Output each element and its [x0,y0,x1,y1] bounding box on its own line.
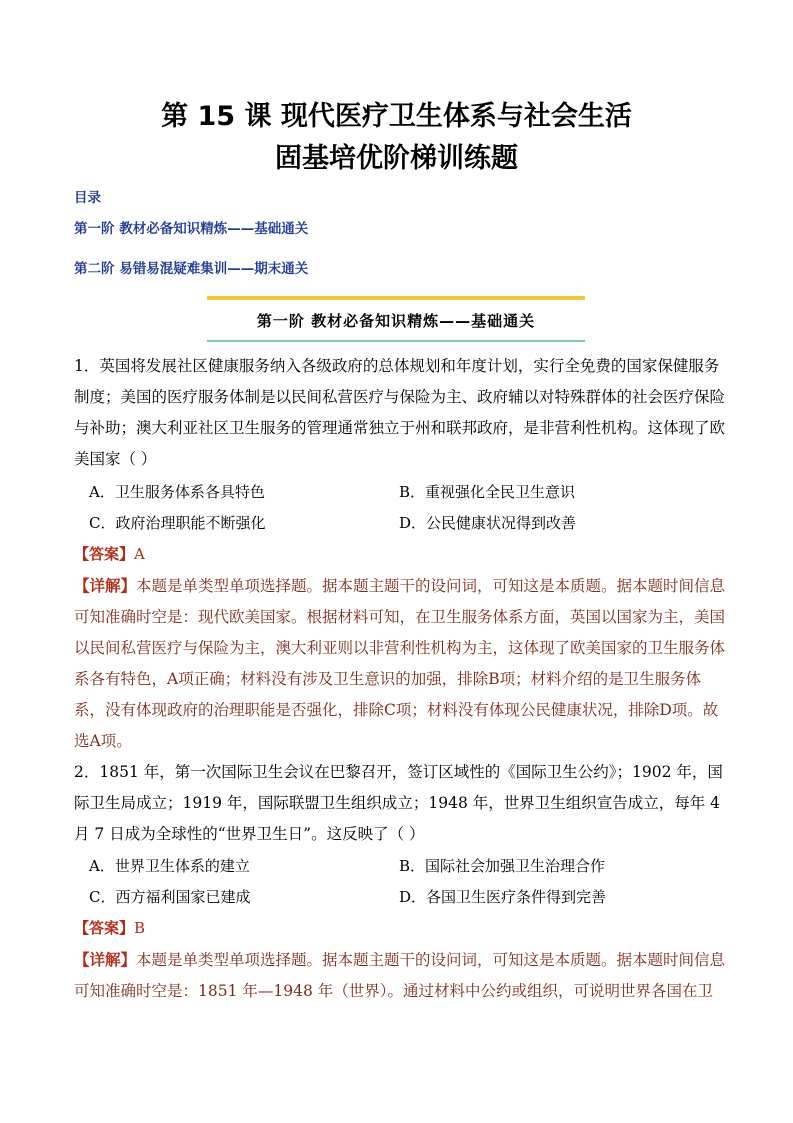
section-bottom-rule [207,340,585,342]
question-1-option-b: B．重视强化全民卫生意识 [399,483,576,501]
section-title: 第一阶 教材必备知识精炼——基础通关 [256,312,536,330]
toc-heading: 目录 [74,190,101,206]
question-1-answer [74,544,145,564]
section-top-rule [207,296,585,300]
question-2-option-d: D．各国卫生医疗条件得到完善 [399,888,607,906]
detail-tag: 【详解】 [74,576,137,595]
answer-value: A [134,545,145,563]
question-2-answer [74,918,145,938]
question-1-option-c: C．政府治理职能不断强化 [89,514,266,532]
question-1-stem: 1．英国将发展社区健康服务纳入各级政府的总体规划和年度计划，实行全免费的国家保健服务制度；美国的医疗服务体制是以民间私营医疗与保险为主、政府辅以对特殊群体的社会医疗保险与补助；澳大利亚社区卫生服务的管理通常独立于州和联邦政府，是非营利性机构。这体现了欧美国家（ ） [74,357,726,468]
detail-text: 本题是单类型单项选择题。据本题主题干的设问词，可知这是本质题。据本题时间信息可知准确时空是：1851 年—1948 年（世界）。通过材料中公约或组织，可说明世界各国在卫 [74,951,726,1000]
question-1-option-d: D．公民健康状况得到改善 [399,514,577,532]
toc-item-level-1[interactable]: 第一阶 教材必备知识精炼——基础通关 [74,221,309,237]
question-2-option-c: C．西方福利国家已建成 [89,888,251,906]
answer-value: B [134,919,146,937]
section-header [207,296,585,342]
question-2-option-a: A．世界卫生体系的建立 [89,857,250,875]
toc-item-level-2[interactable]: 第二阶 易错易混疑难集训——期末通关 [74,261,309,277]
page-title: 第 15 课 现代医疗卫生体系与社会生活 [161,101,632,132]
answer-tag: 【答案】 [74,545,135,563]
detail-text: 本题是单类型单项选择题。据本题主题干的设问词，可知这是本质题。据本题时间信息可知准确时空是：现代欧美国家。根据材料可知，在卫生服务体系方面，英国以国家为主，美国以民间私营医疗与保险为主，澳大利亚则以非营利性机构为主，这体现了欧美国家的卫生服务体系各有特色，A项正确；材料没有涉及卫生意识的加强，排除B项；材料介绍的是卫生服务体系，没有体现政府的治理职能是否强化，排除C项；材料没有体现公民健康状况，排除D项。故选A项。 [74,577,726,750]
question-2-option-b: B．国际社会加强卫生治理合作 [399,857,606,875]
answer-tag: 【答案】 [74,919,135,937]
question-1-option-a: A．卫生服务体系各具特色 [89,483,265,501]
question-2-stem: 2．1851 年，第一次国际卫生会议在巴黎召开，签订区域性的《国际卫生公约》；1902 年，国际卫生局成立；1919 年，国际联盟卫生组织成立；1948 年，世界卫生组织宣告成立，每年 4 月 7 日成为全球性的“世界卫生日”。这反映了（ ） [74,763,723,843]
question-2-detail [74,944,726,1007]
detail-tag: 【详解】 [74,950,137,969]
question-1-detail [74,570,726,757]
page-subtitle: 固基培优阶梯训练题 [275,143,518,174]
